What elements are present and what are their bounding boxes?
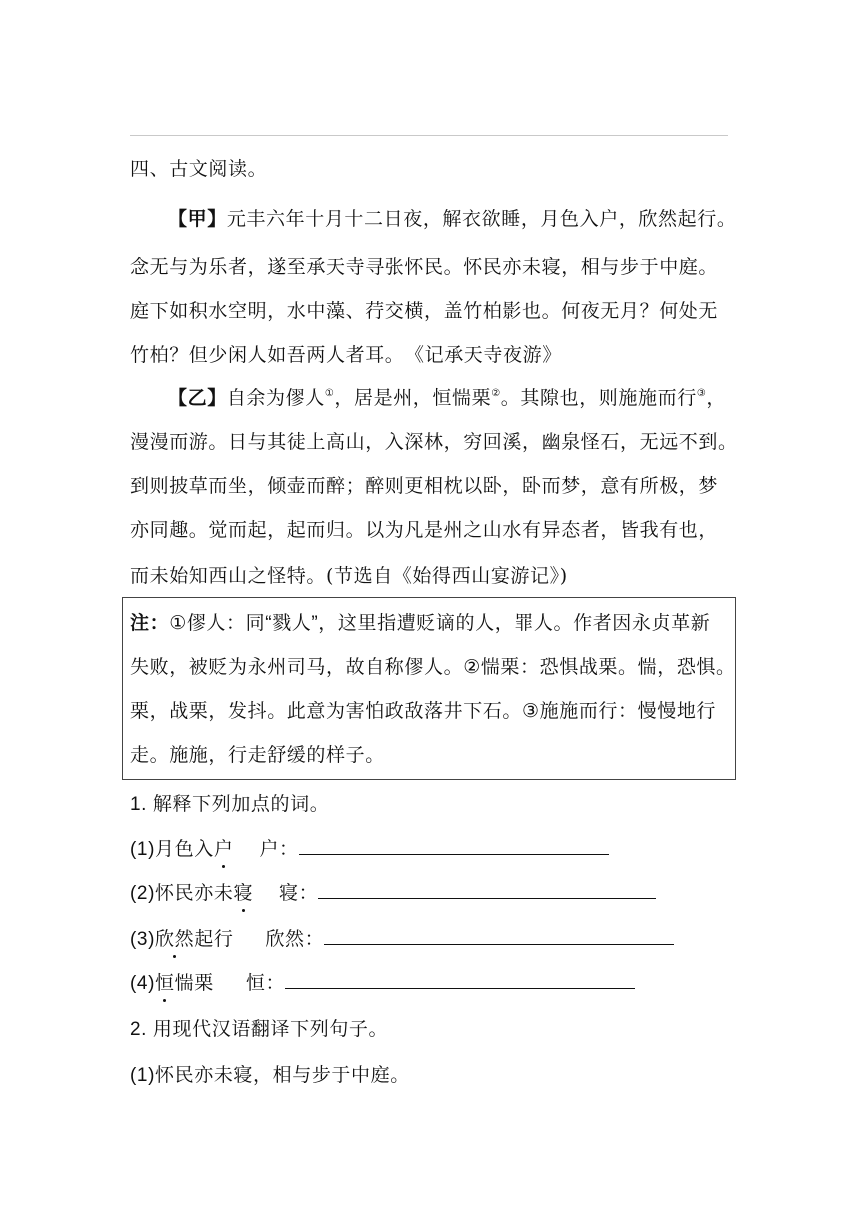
answer-blank[interactable] xyxy=(324,926,674,945)
notes-line-4: 走。施施，行走舒缓的样子。 xyxy=(130,745,385,766)
answer-blank[interactable] xyxy=(299,836,609,855)
passage-jia-line-2: 念无与为乐者，遂至承天寺寻张怀民。怀民亦未寝，相与步于中庭。 xyxy=(130,256,719,278)
question-1-item-4: (4)恒惴栗 恒： xyxy=(130,970,635,996)
passage-yi-line-5: 而未始知西山之怪特。(节选自《始得西山宴游记》) xyxy=(130,565,568,587)
question-1-title: 1. 解释下列加点的词。 xyxy=(130,794,330,815)
passage-yi-tag: 【乙】 xyxy=(168,388,227,409)
notes-label: 注： xyxy=(130,613,170,634)
answer-blank[interactable] xyxy=(285,970,635,989)
footnote-mark-3: ③ xyxy=(696,388,707,399)
passage-yi-line-2: 漫漫而游。日与其徒上高山，入深林，穷回溪，幽泉怪石，无远不到。 xyxy=(130,431,738,453)
question-1-item-1: (1)月色入户 户： xyxy=(130,836,609,862)
question-1-item-3: (3)欣然起行 欣然： xyxy=(130,926,674,952)
notes-line-3: 栗，战栗，发抖。此意为害怕政敌落井下石。③施施而行：慢慢地行 xyxy=(130,701,717,722)
notes-line-2: 失败，被贬为永州司马，故自称僇人。②惴栗：恐惧战栗。惴，恐惧。 xyxy=(130,657,736,678)
passage-yi-line-1: 【乙】自余为僇人①，居是州，恒惴栗②。其隙也，则施施而行③， xyxy=(168,387,726,409)
passage-jia-line-4: 竹柏？但少闲人如吾两人者耳。 《记承天寺夜游》 xyxy=(130,344,562,366)
passage-yi-line-4: 亦同趣。觉而起，起而归。以为凡是州之山水有异态者，皆我有也， xyxy=(130,519,719,541)
question-1-item-2: (2)怀民亦未寝 寝： xyxy=(130,880,656,906)
dotted-word: 寝 xyxy=(233,883,254,904)
passage-jia-tag: 【甲】 xyxy=(168,209,227,230)
passage-yi-line-3: 到则披草而坐，倾壶而醉；醉则更相枕以卧，卧而梦，意有所极，梦 xyxy=(130,475,719,497)
question-2-item-1: (1)怀民亦未寝，相与步于中庭。 xyxy=(130,1065,410,1086)
notes-line-1: 注：①僇人：同“戮人”，这里指遭贬谪的人，罪人。作者因永贞革新 xyxy=(130,613,711,634)
footnote-mark-1: ① xyxy=(324,388,335,399)
header-rule xyxy=(130,135,728,136)
footnote-mark-2: ② xyxy=(491,388,501,399)
passage-jia-line-1: 【甲】元丰六年十月十二日夜，解衣欲睡，月色入户，欣然起行。 xyxy=(168,208,737,230)
dotted-word: 恒 xyxy=(155,973,175,994)
dotted-word: 户 xyxy=(213,839,234,860)
passage-jia-line-3: 庭下如积水空明，水中藻、荇交横，盖竹柏影也。何夜无月？何处无 xyxy=(130,300,719,322)
section-title: 四、古文阅读。 xyxy=(130,159,268,180)
dotted-word: 欣然 xyxy=(155,929,195,950)
answer-blank[interactable] xyxy=(318,880,656,899)
question-2-title: 2. 用现代汉语翻译下列句子。 xyxy=(130,1019,389,1040)
